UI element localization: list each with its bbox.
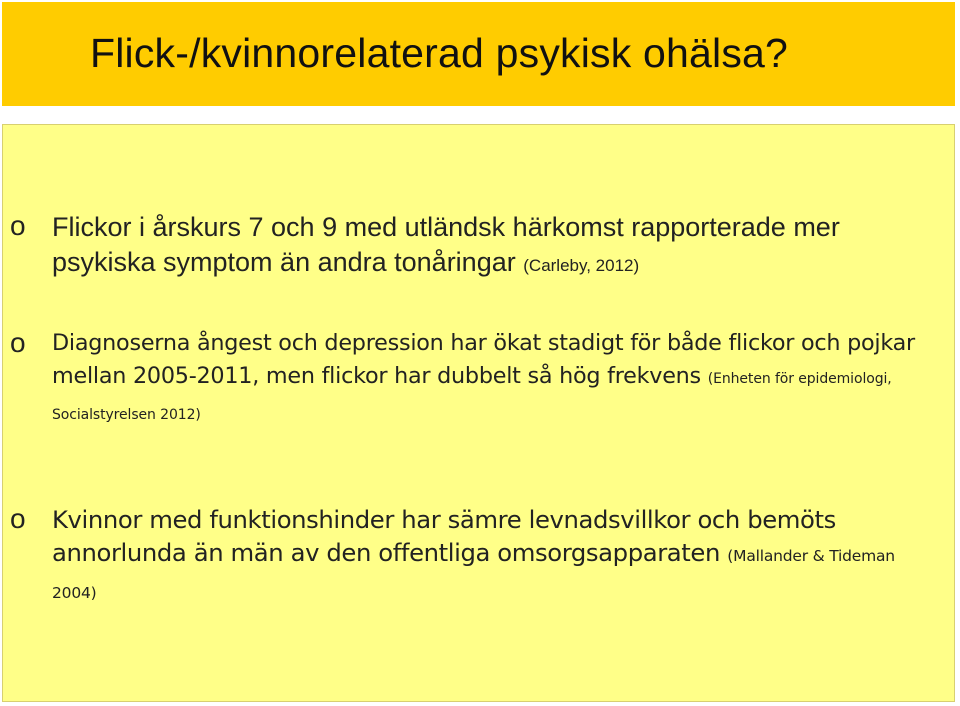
bullet-text bbox=[52, 327, 942, 432]
bullet-body: Kvinnor med funktionshinder har sämre levnadsvillkor och bemöts annorlunda än män av den offentliga omsorgsapparaten bbox=[52, 505, 836, 567]
bullet-citation: (Enheten för epidemiologi, Socialstyrelsen 2012) bbox=[52, 371, 892, 423]
bullet-citation: (Carleby, 2012) bbox=[523, 256, 640, 275]
bullet-marker: o bbox=[10, 503, 26, 534]
title-banner bbox=[2, 2, 955, 106]
slide-title: Flick-/kvinnorelaterad psykisk ohälsa? bbox=[90, 30, 789, 76]
bullet-marker: o bbox=[10, 210, 26, 241]
bullet-body: Flickor i årskurs 7 och 9 med utländsk härkomst rapporterade mer psykiska symptom än andra tonåringar bbox=[52, 212, 840, 277]
bullet-body: Diagnoserna ångest och depression har ökat stadigt för både flickor och pojkar mellan 2005-2011, men flickor har dubbelt så hög frekvens bbox=[52, 330, 915, 389]
bullet-citation: (Mallander & Tideman 2004) bbox=[52, 547, 895, 602]
bullet-marker: o bbox=[10, 327, 26, 358]
bullet-text bbox=[52, 503, 942, 610]
bullet-text bbox=[52, 210, 932, 283]
